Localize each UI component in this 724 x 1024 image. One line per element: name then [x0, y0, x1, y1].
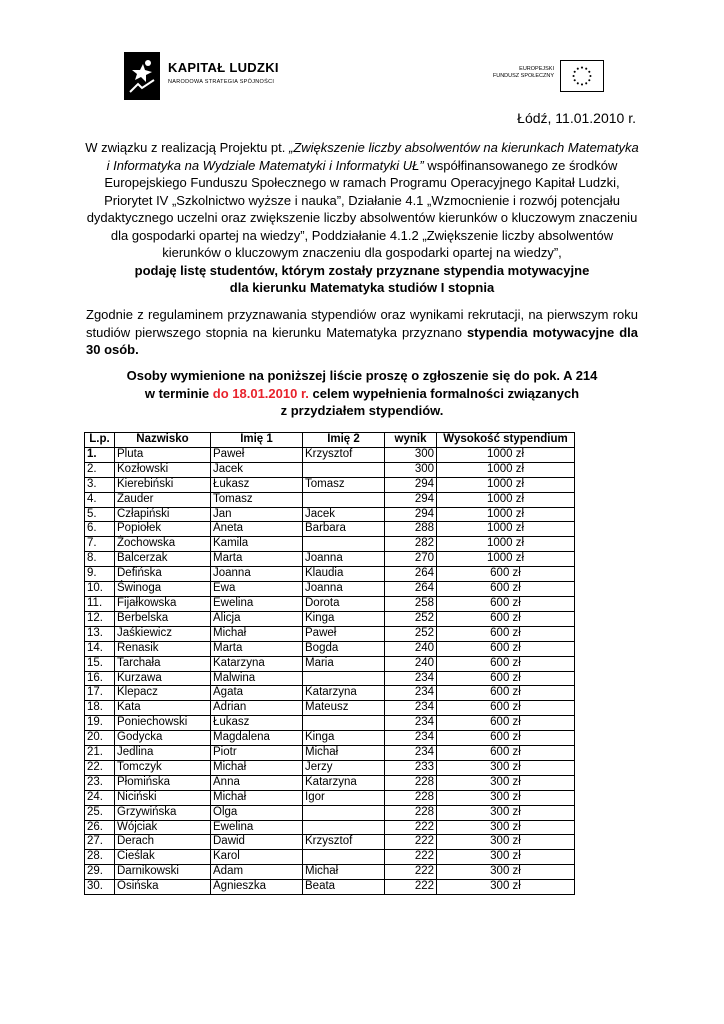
- cell-first-name: Olga: [211, 805, 303, 820]
- cell-first-name: Anna: [211, 775, 303, 790]
- cell-amount: 600 zł: [437, 611, 575, 626]
- cell-lp: 25.: [85, 805, 115, 820]
- intro-body: współfinansowanego ze środków Europejskiego Funduszu Społecznego w ramach Programu Operacyjnego Kapitał Ludzki, Priorytet IV „Szkolnictwo wyższe i nauka”, Działanie 4.1 „Wzmocnienie i rozwój potencjału dydaktycznego uczelni oraz zwiększenie liczby absolwentów kierunków o kluczowym znaczeniu dla gospodarki opartej na wiedzy”, Poddziałanie 4.1.2 „Zwiększenie liczby absolwentów kierunków o kluczowym znaczeniu dla gospodarki opartej na wiedzy”,: [86, 157, 638, 260]
- cell-amount: 600 zł: [437, 686, 575, 701]
- cell-first-name: Adam: [211, 865, 303, 880]
- cell-surname: Kurzawa: [115, 671, 211, 686]
- cell-surname: Zauder: [115, 492, 211, 507]
- cell-lp: 2.: [85, 462, 115, 477]
- cell-second-name: [303, 716, 385, 731]
- cell-second-name: Paweł: [303, 626, 385, 641]
- cell-surname: Kierebiński: [115, 477, 211, 492]
- table-row: [85, 492, 575, 507]
- cell-surname: Grzywińska: [115, 805, 211, 820]
- intro-lead: W związku z realizacją Projektu pt.: [85, 140, 289, 155]
- table-row: [85, 656, 575, 671]
- cell-surname: Płomińska: [115, 775, 211, 790]
- table-row: [85, 746, 575, 761]
- cell-amount: 300 zł: [437, 865, 575, 880]
- notice-line3: z przydziałem stypendiów.: [280, 403, 444, 418]
- cell-amount: 300 zł: [437, 760, 575, 775]
- cell-amount: 600 zł: [437, 582, 575, 597]
- cell-amount: 600 zł: [437, 716, 575, 731]
- cell-lp: 9.: [85, 567, 115, 582]
- eu-logo-line1: EUROPEJSKI: [519, 66, 554, 72]
- cell-lp: 30.: [85, 880, 115, 895]
- cell-surname: Klepacz: [115, 686, 211, 701]
- notice-deadline: do 18.01.2010 r.: [212, 385, 309, 401]
- kapital-ludzki-logo: [124, 52, 292, 104]
- cell-score: 252: [385, 626, 437, 641]
- cell-second-name: Jerzy: [303, 760, 385, 775]
- cell-second-name: Igor: [303, 790, 385, 805]
- cell-amount: 300 zł: [437, 775, 575, 790]
- table-row: [85, 567, 575, 582]
- cell-amount: 1000 zł: [437, 522, 575, 537]
- table-row: [85, 701, 575, 716]
- cell-score: 234: [385, 731, 437, 746]
- table-row: [85, 477, 575, 492]
- cell-amount: 1000 zł: [437, 477, 575, 492]
- cell-lp: 4.: [85, 492, 115, 507]
- cell-lp: 23.: [85, 775, 115, 790]
- cell-first-name: Malwina: [211, 671, 303, 686]
- cell-second-name: [303, 820, 385, 835]
- cell-score: 264: [385, 582, 437, 597]
- cell-lp: 17.: [85, 686, 115, 701]
- cell-surname: Derach: [115, 835, 211, 850]
- cell-score: 234: [385, 686, 437, 701]
- kapital-ludzki-subtitle: NARODOWA STRATEGIA SPÓJNOŚCI: [168, 79, 275, 85]
- cell-amount: 300 zł: [437, 835, 575, 850]
- intro-paragraph: [84, 139, 640, 297]
- eu-flag-icon: [560, 60, 604, 92]
- cell-score: 288: [385, 522, 437, 537]
- cell-lp: 24.: [85, 790, 115, 805]
- cell-lp: 26.: [85, 820, 115, 835]
- notice-line2-b: celem wypełnienia formalności związanych: [308, 385, 580, 401]
- table-row: [85, 850, 575, 865]
- cell-lp: 1.: [85, 447, 115, 462]
- cell-second-name: Jacek: [303, 507, 385, 522]
- cell-first-name: Ewelina: [211, 820, 303, 835]
- table-row: [85, 775, 575, 790]
- cell-surname: Pluta: [115, 447, 211, 462]
- cell-first-name: Michał: [211, 790, 303, 805]
- cell-score: 234: [385, 671, 437, 686]
- regulation-paragraph: [86, 306, 638, 359]
- cell-amount: 600 zł: [437, 596, 575, 611]
- cell-amount: 300 zł: [437, 850, 575, 865]
- table-row: [85, 507, 575, 522]
- cell-first-name: Piotr: [211, 746, 303, 761]
- table-row: [85, 805, 575, 820]
- cell-lp: 8.: [85, 552, 115, 567]
- cell-amount: 300 zł: [437, 820, 575, 835]
- cell-score: 264: [385, 567, 437, 582]
- cell-amount: 600 zł: [437, 701, 575, 716]
- cell-score: 294: [385, 507, 437, 522]
- cell-second-name: Michał: [303, 746, 385, 761]
- cell-second-name: Katarzyna: [303, 775, 385, 790]
- cell-amount: 1000 zł: [437, 492, 575, 507]
- cell-second-name: Klaudia: [303, 567, 385, 582]
- cell-lp: 15.: [85, 656, 115, 671]
- cell-lp: 28.: [85, 850, 115, 865]
- eu-logo-line2: FUNDUSZ SPOŁECZNY: [492, 73, 554, 79]
- cell-first-name: Magdalena: [211, 731, 303, 746]
- cell-surname: Renasik: [115, 641, 211, 656]
- cell-first-name: Agata: [211, 686, 303, 701]
- cell-surname: Fijałkowska: [115, 596, 211, 611]
- col-header-second-name: Imię 2: [303, 433, 385, 448]
- eu-logo-text: [493, 66, 554, 80]
- table-row: [85, 596, 575, 611]
- col-header-first-name: Imię 1: [211, 433, 303, 448]
- cell-first-name: Jacek: [211, 462, 303, 477]
- col-header-score: wynik: [385, 433, 437, 448]
- cell-amount: 300 zł: [437, 790, 575, 805]
- cell-lp: 22.: [85, 760, 115, 775]
- cell-second-name: Mateusz: [303, 701, 385, 716]
- cell-score: 234: [385, 746, 437, 761]
- cell-surname: Świnoga: [115, 582, 211, 597]
- cell-first-name: Katarzyna: [211, 656, 303, 671]
- table-body: [85, 447, 575, 894]
- cell-second-name: [303, 805, 385, 820]
- col-header-surname: Nazwisko: [115, 433, 211, 448]
- cell-score: 234: [385, 716, 437, 731]
- table-row: [85, 671, 575, 686]
- cell-surname: Tarchała: [115, 656, 211, 671]
- intro-bold-line2: dla kierunku Matematyka studiów I stopnia: [229, 280, 495, 295]
- cell-first-name: Aneta: [211, 522, 303, 537]
- cell-amount: 600 zł: [437, 671, 575, 686]
- cell-score: 222: [385, 835, 437, 850]
- cell-first-name: Ewa: [211, 582, 303, 597]
- cell-surname: Godycka: [115, 731, 211, 746]
- table-row: [85, 686, 575, 701]
- table-row: [85, 716, 575, 731]
- cell-score: 222: [385, 865, 437, 880]
- cell-surname: Defińska: [115, 567, 211, 582]
- regulation-text: Zgodnie z regulaminem przyznawania stypendiów oraz wynikami rekrutacji, na pierwszym roku studiów pierwszego stopnia na kierunku Matematyka przyznano: [86, 307, 638, 340]
- cell-first-name: Ewelina: [211, 596, 303, 611]
- cell-score: 228: [385, 805, 437, 820]
- cell-first-name: Kamila: [211, 537, 303, 552]
- table-row: [85, 552, 575, 567]
- cell-first-name: Łukasz: [211, 716, 303, 731]
- cell-second-name: Kinga: [303, 731, 385, 746]
- cell-score: 240: [385, 641, 437, 656]
- cell-amount: 600 zł: [437, 641, 575, 656]
- cell-score: 294: [385, 477, 437, 492]
- cell-score: 252: [385, 611, 437, 626]
- cell-first-name: Łukasz: [211, 477, 303, 492]
- col-header-amount: Wysokość stypendium: [437, 433, 575, 448]
- intro-bold-line1: podaję listę studentów, którym zostały przyznane stypendia motywacyjne: [134, 262, 590, 278]
- table-row: [85, 522, 575, 537]
- cell-lp: 21.: [85, 746, 115, 761]
- cell-amount: 600 zł: [437, 626, 575, 641]
- page-header: [0, 0, 724, 110]
- cell-score: 282: [385, 537, 437, 552]
- cell-first-name: Agnieszka: [211, 880, 303, 895]
- cell-second-name: Krzysztof: [303, 835, 385, 850]
- cell-lp: 18.: [85, 701, 115, 716]
- cell-surname: Wójciak: [115, 820, 211, 835]
- cell-lp: 3.: [85, 477, 115, 492]
- cell-first-name: Joanna: [211, 567, 303, 582]
- cell-score: 233: [385, 760, 437, 775]
- table-row: [85, 865, 575, 880]
- eu-social-fund-logo: [478, 60, 604, 94]
- cell-surname: Poniechowski: [115, 716, 211, 731]
- project-title: „Zwiększenie liczby absolwentów na kierunkach Matematyka i Informatyka na Wydziale Matematyki i Informatyki UŁ”: [106, 140, 639, 173]
- scholarship-table: [84, 432, 575, 895]
- cell-score: 294: [385, 492, 437, 507]
- cell-surname: Darnikowski: [115, 865, 211, 880]
- cell-lp: 20.: [85, 731, 115, 746]
- cell-second-name: Dorota: [303, 596, 385, 611]
- cell-first-name: Michał: [211, 760, 303, 775]
- table-row: [85, 641, 575, 656]
- cell-surname: Popiołek: [115, 522, 211, 537]
- cell-second-name: Beata: [303, 880, 385, 895]
- cell-surname: Kata: [115, 701, 211, 716]
- cell-surname: Żochowska: [115, 537, 211, 552]
- notice-paragraph: [84, 367, 640, 420]
- cell-lp: 6.: [85, 522, 115, 537]
- cell-surname: Człapiński: [115, 507, 211, 522]
- table-row: [85, 820, 575, 835]
- cell-amount: 300 zł: [437, 805, 575, 820]
- cell-first-name: Marta: [211, 641, 303, 656]
- table-row: [85, 835, 575, 850]
- table-row: [85, 880, 575, 895]
- table-header-row: [85, 433, 575, 448]
- cell-surname: Kozłowski: [115, 462, 211, 477]
- cell-surname: Osińska: [115, 880, 211, 895]
- cell-lp: 5.: [85, 507, 115, 522]
- cell-second-name: [303, 671, 385, 686]
- table-row: [85, 760, 575, 775]
- cell-lp: 29.: [85, 865, 115, 880]
- table-row: [85, 790, 575, 805]
- cell-score: 240: [385, 656, 437, 671]
- cell-score: 270: [385, 552, 437, 567]
- cell-lp: 27.: [85, 835, 115, 850]
- cell-second-name: Bogda: [303, 641, 385, 656]
- col-header-lp: L.p.: [85, 433, 115, 448]
- cell-first-name: Karol: [211, 850, 303, 865]
- table-row: [85, 462, 575, 477]
- cell-score: 228: [385, 790, 437, 805]
- cell-second-name: Joanna: [303, 552, 385, 567]
- table-row: [85, 447, 575, 462]
- table-row: [85, 582, 575, 597]
- cell-amount: 1000 zł: [437, 462, 575, 477]
- cell-second-name: Barbara: [303, 522, 385, 537]
- document-date: Łódź, 11.01.2010 r.: [517, 110, 636, 126]
- cell-lp: 19.: [85, 716, 115, 731]
- cell-first-name: Tomasz: [211, 492, 303, 507]
- notice-line1: Osoby wymienione na poniższej liście proszę o zgłoszenie się do pok. A 214: [126, 368, 598, 383]
- cell-second-name: Maria: [303, 656, 385, 671]
- cell-second-name: [303, 492, 385, 507]
- cell-first-name: Jan: [211, 507, 303, 522]
- cell-second-name: Katarzyna: [303, 686, 385, 701]
- cell-score: 222: [385, 850, 437, 865]
- cell-lp: 16.: [85, 671, 115, 686]
- cell-first-name: Adrian: [211, 701, 303, 716]
- cell-first-name: Alicja: [211, 611, 303, 626]
- cell-amount: 600 zł: [437, 746, 575, 761]
- cell-second-name: Kinga: [303, 611, 385, 626]
- cell-lp: 7.: [85, 537, 115, 552]
- table-row: [85, 626, 575, 641]
- cell-second-name: Krzysztof: [303, 447, 385, 462]
- cell-lp: 10.: [85, 582, 115, 597]
- cell-amount: 1000 zł: [437, 537, 575, 552]
- cell-first-name: Michał: [211, 626, 303, 641]
- cell-surname: Jedlina: [115, 746, 211, 761]
- cell-score: 300: [385, 462, 437, 477]
- cell-second-name: [303, 850, 385, 865]
- cell-score: 228: [385, 775, 437, 790]
- cell-surname: Cieślak: [115, 850, 211, 865]
- cell-amount: 1000 zł: [437, 447, 575, 462]
- kapital-ludzki-emblem-icon: [124, 52, 160, 100]
- cell-amount: 1000 zł: [437, 552, 575, 567]
- table-row: [85, 537, 575, 552]
- cell-lp: 13.: [85, 626, 115, 641]
- cell-lp: 12.: [85, 611, 115, 626]
- cell-first-name: Dawid: [211, 835, 303, 850]
- cell-lp: 11.: [85, 596, 115, 611]
- cell-score: 222: [385, 820, 437, 835]
- cell-surname: Jaśkiewicz: [115, 626, 211, 641]
- cell-surname: Tomczyk: [115, 760, 211, 775]
- cell-lp: 14.: [85, 641, 115, 656]
- kapital-ludzki-title: KAPITAŁ LUDZKI: [168, 60, 279, 75]
- cell-score: 222: [385, 880, 437, 895]
- cell-first-name: Marta: [211, 552, 303, 567]
- cell-surname: Berbelska: [115, 611, 211, 626]
- cell-second-name: Joanna: [303, 582, 385, 597]
- table-row: [85, 731, 575, 746]
- cell-amount: 600 zł: [437, 567, 575, 582]
- table-row: [85, 611, 575, 626]
- cell-score: 258: [385, 596, 437, 611]
- notice-line2-a: w terminie: [144, 385, 213, 401]
- cell-amount: 600 zł: [437, 731, 575, 746]
- cell-surname: Balcerzak: [115, 552, 211, 567]
- cell-second-name: [303, 462, 385, 477]
- cell-score: 300: [385, 447, 437, 462]
- cell-second-name: Tomasz: [303, 477, 385, 492]
- cell-second-name: Michał: [303, 865, 385, 880]
- cell-first-name: Paweł: [211, 447, 303, 462]
- regulation-bold: stypendia motywacyjne dla 30 osób.: [86, 324, 638, 357]
- cell-surname: Niciński: [115, 790, 211, 805]
- cell-second-name: [303, 537, 385, 552]
- cell-amount: 1000 zł: [437, 507, 575, 522]
- cell-amount: 600 zł: [437, 656, 575, 671]
- cell-amount: 300 zł: [437, 880, 575, 895]
- cell-score: 234: [385, 701, 437, 716]
